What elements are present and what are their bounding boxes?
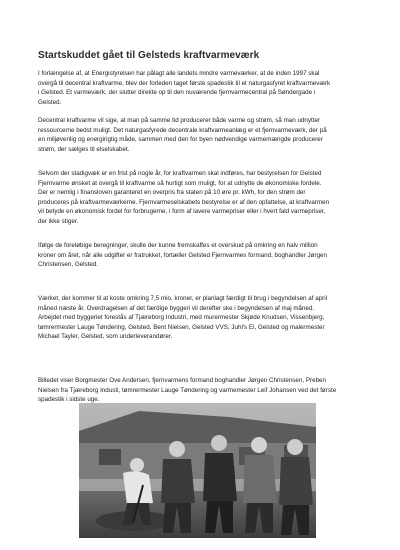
paragraph-intro bbox=[38, 69, 368, 107]
text-line: Selvom der stadigvæk er en frist på nogle år, for kraftvarmen skal indføres, har bestyrelsen for Gelsted bbox=[38, 170, 322, 177]
paragraph-definition bbox=[38, 116, 368, 154]
article-title: Startskuddet gået til Gelsteds kraftvarmeværk bbox=[38, 50, 260, 61]
text-line: overgå til decentral kraftvarme, blev der forleden taget første spadestik til et naturgasfyret kraftvarmeværk bbox=[38, 79, 331, 87]
text-line: måned næste år. Overdragelsen af det færdige byggeri vil derefter ske i begyndelsen af maj måned. bbox=[38, 304, 315, 312]
text-line: kroner om året, når alle udgifter er fratrukket, fortæller Gelsted Fjernvarmes formand, boghandler Jørgen bbox=[38, 251, 328, 259]
text-line: Arbejdet med byggeriet forestås af Tjæreborg Industri, med murermester Skjøde Knudsen, Vissenbjerg, bbox=[38, 314, 325, 321]
text-line: produceres på kraftvarmeværkerne. Fjernvarmeselskabets bestyrelse er af den opfattelse, at kraftvarmen bbox=[38, 198, 330, 206]
text-line: Nielsen fra Tjæreborg Industi, tømrermester Lauge Tøndering og varmemester Leif Johansen ved det første bbox=[38, 386, 337, 394]
text-line: Billedet viser Borgmester Ove Andersen, fjernvarmens formand boghandler Jørgen Christensen, Preben bbox=[38, 377, 326, 384]
text-line: Decentral kraftvarme vil sige, at man på samme tid producerer både varme og strøm, så man udnytter bbox=[38, 117, 321, 124]
text-line: ressourcerne bedst muligt. Det naturgasfyrede decentrale kraftvarmeanlæg er et fjernvarmeværk, der på bbox=[38, 126, 327, 134]
paragraph-construction bbox=[38, 294, 368, 342]
text-line: Der er nemlig i finansloven garanteret en overpris fra staten på 10 øre pr. kWh, for den strøm der bbox=[38, 189, 306, 196]
text-line: i Gelsted. Et varmeværk, der slutter direkte op til den nuværende fjernvarmecentral på Søndergade i bbox=[38, 89, 316, 96]
text-line: tømrermester Lauge Tøndering, Gelsted, Bent Nielsen, Gelsted VVS, Juhl's El, Gelsted og malermester bbox=[38, 323, 325, 331]
groundbreaking-photo bbox=[79, 403, 316, 538]
text-line: spadestik i sidste uge. bbox=[38, 396, 100, 403]
text-line: strøm, der sælges til elselskabet. bbox=[38, 145, 130, 153]
text-line: Christensen, Gelsted. bbox=[38, 261, 99, 268]
text-line: en miljøvenlig og energirigtig måde, sammen med den for byen nødvendige varmemængde producerer bbox=[38, 136, 323, 143]
paragraph-estimate bbox=[38, 241, 368, 270]
text-line: I forlængelse af, at Energistyrelsen har pålagt alle landets mindre varmeværker, at de inden 1997 skal bbox=[38, 70, 320, 77]
photo-illustration bbox=[79, 403, 316, 538]
text-line: Gelsted. bbox=[38, 98, 62, 106]
text-line: Værket, der kommer til at koste omkring 7,5 mio. kroner, er planlagt færdigt til brug i begyndelsen af april bbox=[38, 295, 328, 302]
text-line: Ifølge de foreløbige beregninger, skulle der kunne fremskaffes et overskud på omkring en halv million bbox=[38, 242, 318, 249]
paragraph-photo-caption bbox=[38, 376, 368, 405]
paragraph-board bbox=[38, 169, 368, 226]
text-line: der ikke stiger. bbox=[38, 217, 79, 225]
text-line: vil betyde en økonomisk fordel for forbrugerne, i form af lavere varmepriser eller i hvert fald varmepriser, bbox=[38, 208, 326, 215]
text-line: Michael Tayler, Gelsted, som underleverandører. bbox=[38, 333, 173, 340]
text-line: Fjernvarme ønsket at overgå til kraftvarme så hurtigt som muligt, for at udnytte de økonomiske fordele. bbox=[38, 179, 322, 187]
